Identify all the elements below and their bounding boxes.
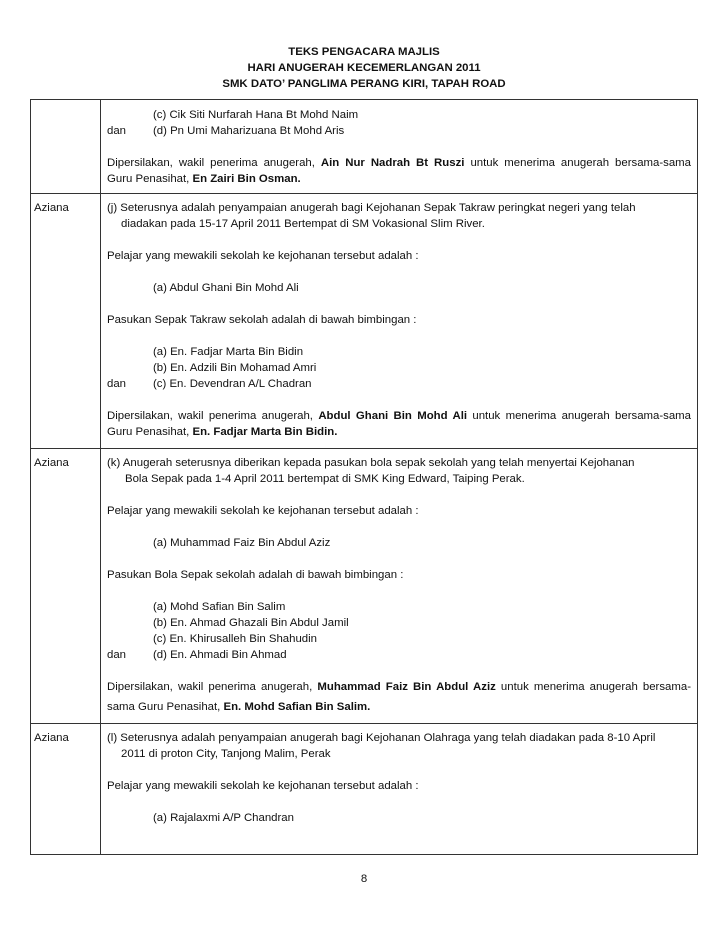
mentor-item: (a) En. Fadjar Marta Bin Bidin (153, 346, 304, 358)
mentor-item: (d) En. Ahmadi Bin Ahmad (153, 649, 287, 661)
mentor-item: (c) En. Devendran A/L Chadran (153, 378, 312, 390)
intro-line: (j) Seterusnya adalah penyampaian anugerah bagi Kejohanan Sepak Takraw peringkat negeri yang telah (107, 202, 636, 214)
rep-label: Pelajar yang mewakili sekolah ke kejohanan tersebut adalah : (107, 250, 419, 262)
mentor-item: (c) En. Khirusalleh Bin Shahudin (153, 633, 317, 645)
content-cell (101, 449, 698, 724)
mentor-item: (b) En. Ahmad Ghazali Bin Abdul Jamil (153, 617, 349, 629)
dan-label: dan (107, 378, 127, 390)
recipient-name: Abdul Ghani Bin Mohd Ali (318, 410, 468, 422)
recipient-name: Muhammad Faiz Bin Abdul Aziz (317, 681, 496, 693)
invitation-line: Guru Penasihat, En Zairi Bin Osman. (107, 173, 301, 185)
mentor-item: (c) Cik Siti Nurfarah Hana Bt Mohd Naim (153, 109, 359, 121)
rep-label: Pelajar yang mewakili sekolah ke kejohanan tersebut adalah : (107, 505, 419, 517)
invitation-line: Guru Penasihat, En. Fadjar Marta Bin Bidin. (107, 426, 338, 438)
page-number: 8 (360, 873, 368, 885)
speaker-cell (31, 100, 101, 194)
dan-label: dan (107, 125, 127, 137)
intro-line: (l) Seterusnya adalah penyampaian anugerah bagi Kejohanan Olahraga yang telah diadakan pada 8-10 April (107, 732, 656, 744)
script-table (30, 99, 698, 855)
intro-line: Bola Sepak pada 1-4 April 2011 bertempat di SMK King Edward, Taiping Perak. (125, 473, 525, 485)
team-label: Pasukan Bola Sepak sekolah adalah di bawah bimbingan : (107, 569, 404, 581)
rep-item: (a) Abdul Ghani Bin Mohd Ali (153, 282, 299, 294)
mentor-item: (d) Pn Umi Maharizuana Bt Mohd Aris (153, 125, 345, 137)
teacher-name: En. Mohd Safian Bin Salim. (223, 701, 371, 713)
content-cell (101, 100, 698, 194)
dan-label: dan (107, 649, 127, 661)
invitation-line: Dipersilakan, wakil penerima anugerah, Ain Nur Nadrah Bt Ruszi untuk menerima anugerah bersama-sama (107, 157, 691, 169)
table-row (31, 724, 698, 855)
intro-line: (k) Anugerah seterusnya diberikan kepada pasukan bola sepak sekolah yang telah menyertai Kejohanan (107, 457, 635, 469)
teacher-name: En Zairi Bin Osman. (192, 173, 301, 185)
table-row (31, 100, 698, 194)
document-header (0, 44, 728, 92)
rep-item: (a) Muhammad Faiz Bin Abdul Aziz (153, 537, 331, 549)
invitation-line: Dipersilakan, wakil penerima anugerah, Muhammad Faiz Bin Abdul Aziz untuk menerima anugerah bersama- (107, 681, 691, 693)
mentor-item: (a) Mohd Safian Bin Salim (153, 601, 286, 613)
intro-line: diadakan pada 15-17 April 2011 Bertempat di SM Vokasional Slim River. (121, 218, 485, 230)
recipient-name: Ain Nur Nadrah Bt Ruszi (320, 157, 465, 169)
content-cell (101, 194, 698, 449)
rep-item: (a) Rajalaxmi A/P Chandran (153, 812, 294, 824)
rep-label: Pelajar yang mewakili sekolah ke kejohanan tersebut adalah : (107, 780, 419, 792)
table-row (31, 449, 698, 724)
content-cell (101, 724, 698, 855)
header-school: SMK DATO’ PANGLIMA PERANG KIRI, TAPAH ROAD (222, 78, 506, 90)
table-row (31, 194, 698, 449)
intro-line: 2011 di proton City, Tanjong Malim, Perak (121, 748, 331, 760)
header-event: HARI ANUGERAH KECEMERLANGAN 2011 (247, 62, 481, 74)
speaker-cell: Aziana (31, 194, 101, 449)
speaker-cell: Aziana (31, 724, 101, 855)
team-label: Pasukan Sepak Takraw sekolah adalah di bawah bimbingan : (107, 314, 417, 326)
invitation-line: Dipersilakan, wakil penerima anugerah, Abdul Ghani Bin Mohd Ali untuk menerima anugerah bersama-sama (107, 410, 692, 422)
teacher-name: En. Fadjar Marta Bin Bidin. (192, 426, 338, 438)
invitation-line: sama Guru Penasihat, En. Mohd Safian Bin Salim. (107, 701, 371, 713)
mentor-item: (b) En. Adzili Bin Mohamad Amri (153, 362, 317, 374)
header-title: TEKS PENGACARA MAJLIS (288, 46, 440, 58)
speaker-cell: Aziana (31, 449, 101, 724)
